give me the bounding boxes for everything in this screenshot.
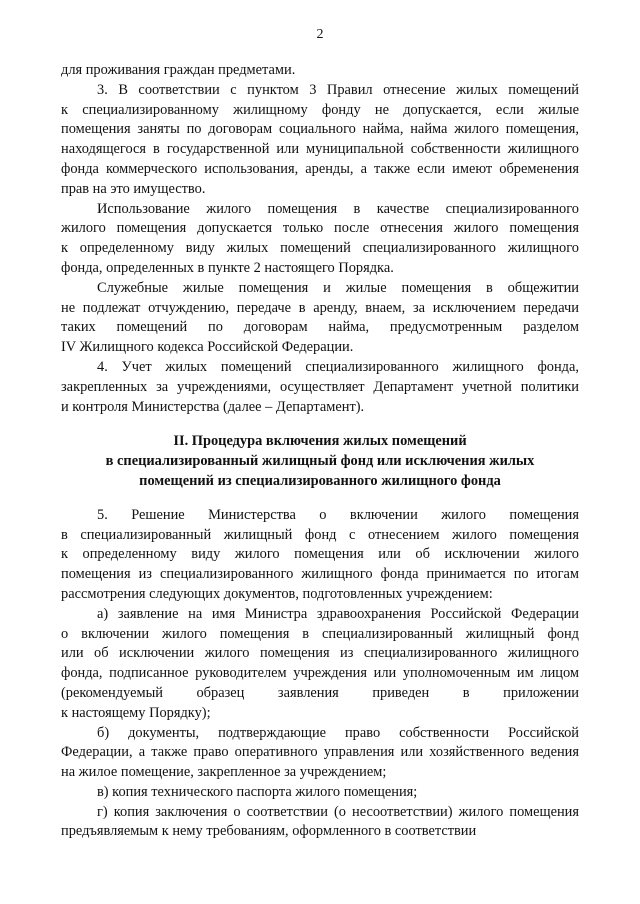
text-line: помещения заняты по договорам социального найма, найма жилого помещения,: [61, 121, 579, 138]
text-line: находящегося в государственной или муниципальной собственности жилищного: [61, 141, 579, 158]
text-line: фонда, определенных в пункте 2 настоящего Порядка.: [61, 259, 394, 276]
heading-line: II. Процедура включения жилых помещений: [173, 433, 467, 450]
text-line: в специализированный жилищный фонд с отнесением жилого помещения: [61, 526, 579, 543]
text-line: рассмотрения следующих документов, подготовленных учреждением:: [61, 585, 493, 602]
text-line: не подлежат отчуждению, передаче в аренду, внаем, за исключением передачи: [61, 299, 579, 316]
text-line: для проживания граждан предметами.: [61, 62, 296, 78]
text-line: 5. Решение Министерства о включении жилого помещения: [97, 506, 579, 523]
text-line: на жилое помещение, закрепленное за учреждением;: [61, 764, 387, 781]
section-heading: [61, 432, 579, 491]
text-line: или об исключении жилого помещения из специализированного жилищного: [61, 645, 579, 662]
paragraphs-top: [61, 61, 579, 417]
text-line: б) документы, подтверждающие право собственности Российской: [97, 724, 579, 741]
text-line: фонда коммерческого использования, аренды, а также если имеют обременения: [61, 160, 579, 177]
paragraph: [61, 803, 579, 843]
text-line: (рекомендуемый образец заявления приведен в приложении: [61, 684, 579, 701]
text-line: к определенному виду жилых помещений специализированного жилищного: [61, 240, 579, 257]
heading-line: в специализированный жилищный фонд или исключения жилых: [105, 453, 535, 470]
text-line: 3. В соответствии с пунктом 3 Правил отнесение жилых помещений: [97, 81, 579, 98]
text-line: Использование жилого помещения в качестве специализированного: [97, 200, 579, 217]
paragraph: [61, 358, 579, 417]
text-line: IV Жилищного кодекса Российской Федерации.: [61, 339, 354, 356]
heading-line: помещений из специализированного жилищного фонда: [139, 472, 501, 489]
text-line: помещения из специализированного жилищного фонда принимается по итогам: [61, 566, 579, 583]
text-line: прав на это имущество.: [61, 180, 206, 197]
text-line: о включении жилого помещения в специализированный жилищный фонд: [61, 625, 579, 642]
paragraph: [61, 200, 579, 279]
text-line: Служебные жилые помещения и жилые помещения в общежитии: [97, 279, 579, 296]
text-line: таких помещений по договорам найма, предусмотренным разделом: [61, 319, 579, 336]
text-line: г) копия заключения о соответствии (о несоответствии) жилого помещения: [97, 803, 579, 820]
text-line: к определенному виду жилого помещения или об исключении жилого: [61, 546, 579, 563]
text-line: к настоящему Порядку);: [61, 704, 211, 721]
paragraph: [61, 506, 579, 605]
paragraph: [61, 783, 579, 803]
paragraph: [61, 724, 579, 783]
text-line: и контроля Министерства (далее – Департамент).: [61, 398, 365, 415]
text-line: фонда, подписанное руководителем учреждения или уполномоченным им лицом: [61, 665, 579, 682]
text-line: Федерации, а также право оперативного управления или хозяйственного ведения: [61, 744, 579, 761]
paragraph: [61, 605, 579, 724]
page-number: 2: [316, 27, 324, 42]
text-line: а) заявление на имя Министра здравоохранения Российской Федерации: [97, 605, 579, 622]
text-line: жилого помещения допускается только после отнесения жилого помещения: [61, 220, 579, 237]
text-line: предъявляемым к нему требованиям, оформленного в соответствии: [61, 823, 477, 840]
paragraph: [61, 81, 579, 200]
text-line: 4. Учет жилых помещений специализированного жилищного фонда,: [97, 358, 579, 375]
text-line: к специализированному жилищному фонду не допускается, если жилые: [61, 101, 579, 118]
paragraph: [61, 279, 579, 358]
text-line: закрепленных за учреждениями, осуществляет Департамент учетной политики: [61, 378, 579, 395]
text-line: в) копия технического паспорта жилого помещения;: [97, 783, 418, 800]
document-body: [61, 61, 579, 842]
paragraphs-bottom: [61, 506, 579, 843]
paragraph: [61, 61, 579, 81]
